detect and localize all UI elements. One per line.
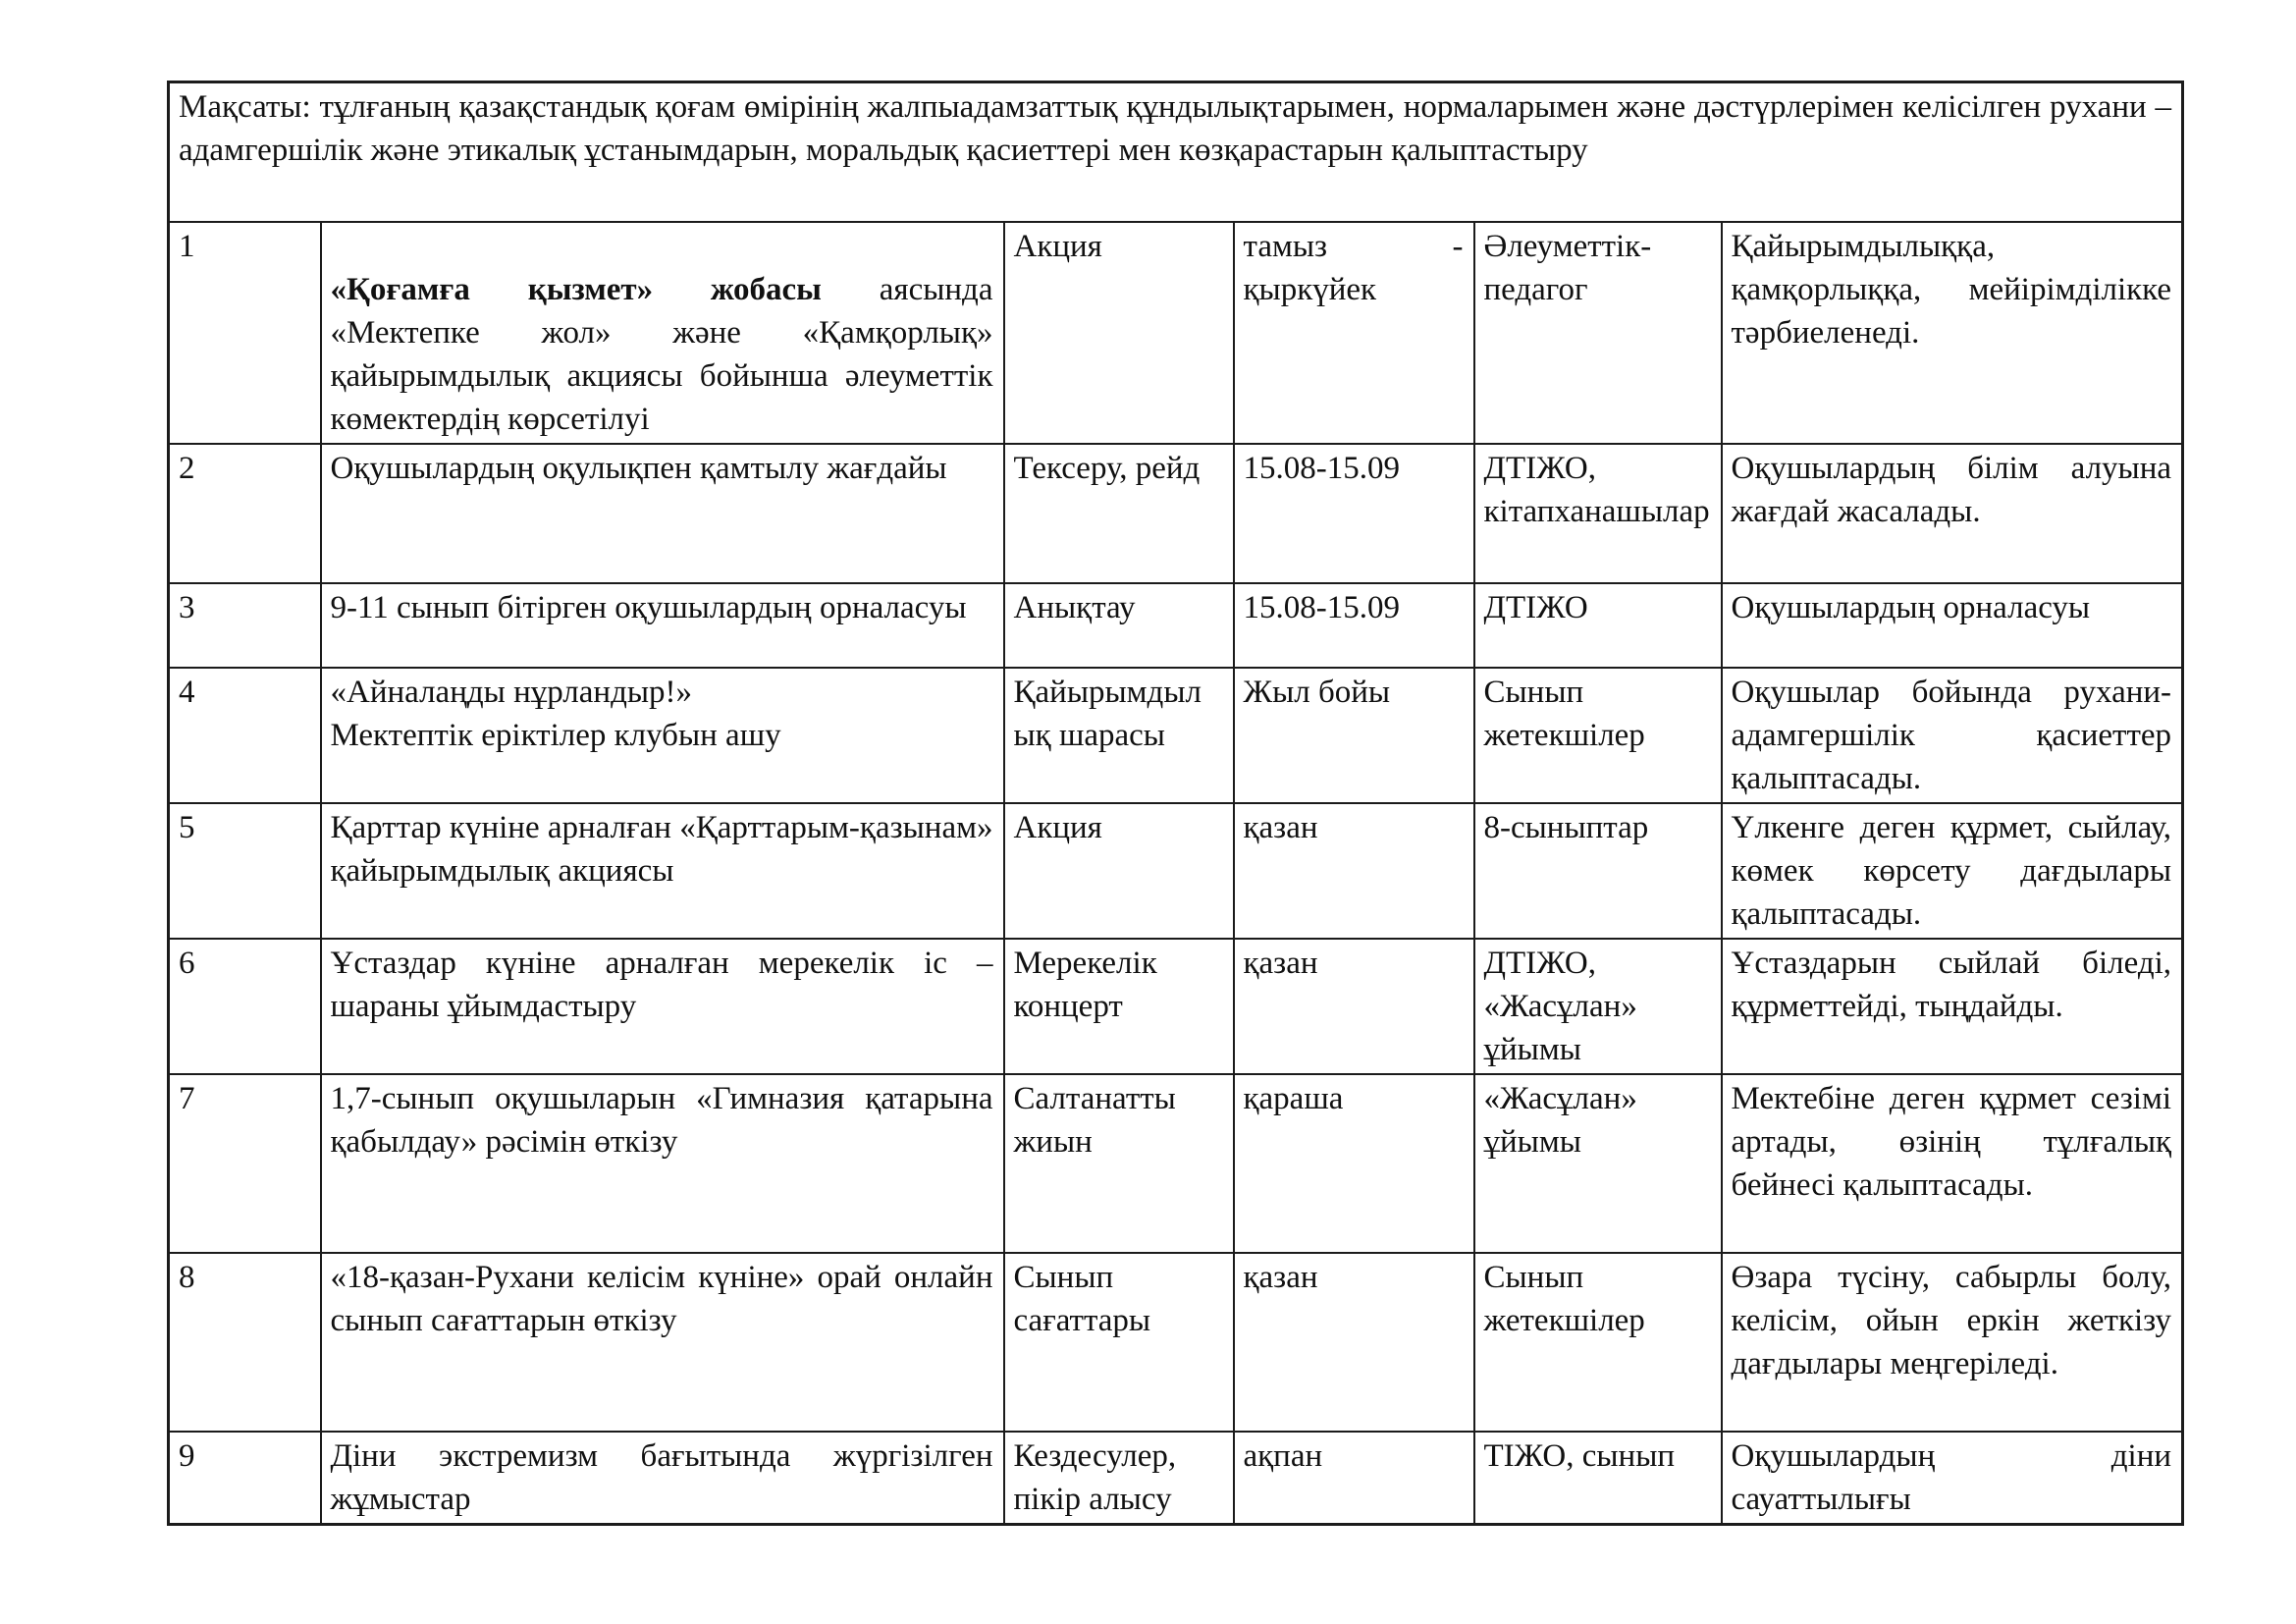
form-cell: Қайырымдылық шарасы xyxy=(1004,668,1234,803)
responsible-cell: Сынып жетекшілер xyxy=(1474,1253,1722,1432)
table-row xyxy=(169,1432,2183,1525)
responsible-cell: Сынып жетекшілер xyxy=(1474,668,1722,803)
form-cell: Кездесулер, пікір алысу xyxy=(1004,1432,1234,1525)
result-cell: Қайырымдылыққа, қамқорлыққа, мейірімділікке тәрбиеленеді. xyxy=(1722,222,2183,444)
activity-cell: «Айналаңды нұрландыр!» Мектептік еріктілер клубын ашу xyxy=(321,668,1004,803)
period-cell: 15.08-15.09 xyxy=(1234,444,1474,583)
period-cell: қараша xyxy=(1234,1074,1474,1253)
responsible-cell: ДТІЖО xyxy=(1474,583,1722,668)
period-cell: қазан xyxy=(1234,803,1474,939)
activity-cell: Оқушылардың оқулықпен қамтылу жағдайы xyxy=(321,444,1004,583)
form-cell: Салтанатты жиын xyxy=(1004,1074,1234,1253)
row-number-cell: 6 xyxy=(169,939,321,1074)
activity-cell: 1,7-сынып оқушыларын «Гимназия қатарына қабылдау» рәсімін өткізу xyxy=(321,1074,1004,1253)
responsible-cell: «Жасұлан» ұйымы xyxy=(1474,1074,1722,1253)
responsible-cell: ДТІЖО, «Жасұлан» ұйымы xyxy=(1474,939,1722,1074)
responsible-cell: ТІЖО, сынып xyxy=(1474,1432,1722,1525)
result-cell: Мектебіне деген құрмет сезімі артады, өзінің тұлғалық бейнесі қалыптасады. xyxy=(1722,1074,2183,1253)
form-cell: Тексеру, рейд xyxy=(1004,444,1234,583)
period-cell: тамыз - қыркүйек xyxy=(1234,222,1474,444)
period-cell: қазан xyxy=(1234,1253,1474,1432)
row-number-cell: 8 xyxy=(169,1253,321,1432)
row-number-cell: 3 xyxy=(169,583,321,668)
table-row xyxy=(169,668,2183,803)
plan-rows xyxy=(169,222,2183,1525)
form-cell: Мерекелік концерт xyxy=(1004,939,1234,1074)
row-number-cell: 9 xyxy=(169,1432,321,1525)
activity-cell: Діни экстремизм бағытында жүргізілген жұмыстар xyxy=(321,1432,1004,1525)
period-cell: 15.08-15.09 xyxy=(1234,583,1474,668)
table-row xyxy=(169,1074,2183,1253)
activity-cell: Қарттар күніне арналған «Қарттарым-қазынам» қайырымдылық акциясы xyxy=(321,803,1004,939)
result-cell: Үлкенге деген құрмет, сыйлау, көмек көрсету дағдылары қалыптасады. xyxy=(1722,803,2183,939)
table-row xyxy=(169,1253,2183,1432)
table-row xyxy=(169,939,2183,1074)
table-row xyxy=(169,222,2183,444)
period-cell: ақпан xyxy=(1234,1432,1474,1525)
table-row xyxy=(169,583,2183,668)
period-cell: Жыл бойы xyxy=(1234,668,1474,803)
responsible-cell: Әлеуметтік-педагог xyxy=(1474,222,1722,444)
result-cell: Өзара түсіну, сабырлы болу, келісім, ойын еркін жеткізу дағдылары меңгеріледі. xyxy=(1722,1253,2183,1432)
result-cell: Оқушылардың діни сауаттылығы xyxy=(1722,1432,2183,1525)
plan-table xyxy=(167,81,2184,1526)
result-cell: Ұстаздарын сыйлай біледі, құрметтейді, тыңдайды. xyxy=(1722,939,2183,1074)
row-number-cell: 5 xyxy=(169,803,321,939)
row-number-cell: 2 xyxy=(169,444,321,583)
result-cell: Оқушылар бойында рухани-адамгершілік қасиеттер қалыптасады. xyxy=(1722,668,2183,803)
table-row xyxy=(169,803,2183,939)
row-number-cell: 1 xyxy=(169,222,321,444)
form-cell: Акция xyxy=(1004,803,1234,939)
row-number-cell: 7 xyxy=(169,1074,321,1253)
table-row xyxy=(169,444,2183,583)
activity-cell: Ұстаздар күніне арналған мерекелік іс – шараны ұйымдастыру xyxy=(321,939,1004,1074)
activity-cell: 9-11 сынып бітірген оқушылардың орналасуы xyxy=(321,583,1004,668)
result-cell: Оқушылардың орналасуы xyxy=(1722,583,2183,668)
form-cell: Акция xyxy=(1004,222,1234,444)
result-cell: Оқушылардың білім алуына жағдай жасалады. xyxy=(1722,444,2183,583)
goal-row xyxy=(169,82,2183,223)
goal-text: Мақсаты: тұлғаның қазақстандық қоғам өмірінің жалпыадамзаттық құндылықтарымен, нормаларымен және дәстүрлерімен келісілген рухани – адамгершілік және этикалық ұстанымдарын, моральдық қасиеттері мен көзқарастарын қалыптастыру xyxy=(169,82,2183,223)
form-cell: Анықтау xyxy=(1004,583,1234,668)
activity-cell: «18-қазан-Рухани келісім күніне» орай онлайн сынып сағаттарын өткізу xyxy=(321,1253,1004,1432)
responsible-cell: 8-сыныптар xyxy=(1474,803,1722,939)
activity-cell: «Қоғамға қызмет» жобасы аясында «Мектепке жол» және «Қамқорлық» қайырымдылық акциясы бойынша әлеуметтік көмектердің көрсетілуі xyxy=(321,222,1004,444)
row-number-cell: 4 xyxy=(169,668,321,803)
responsible-cell: ДТІЖО, кітапханашылар xyxy=(1474,444,1722,583)
form-cell: Сынып сағаттары xyxy=(1004,1253,1234,1432)
period-cell: қазан xyxy=(1234,939,1474,1074)
